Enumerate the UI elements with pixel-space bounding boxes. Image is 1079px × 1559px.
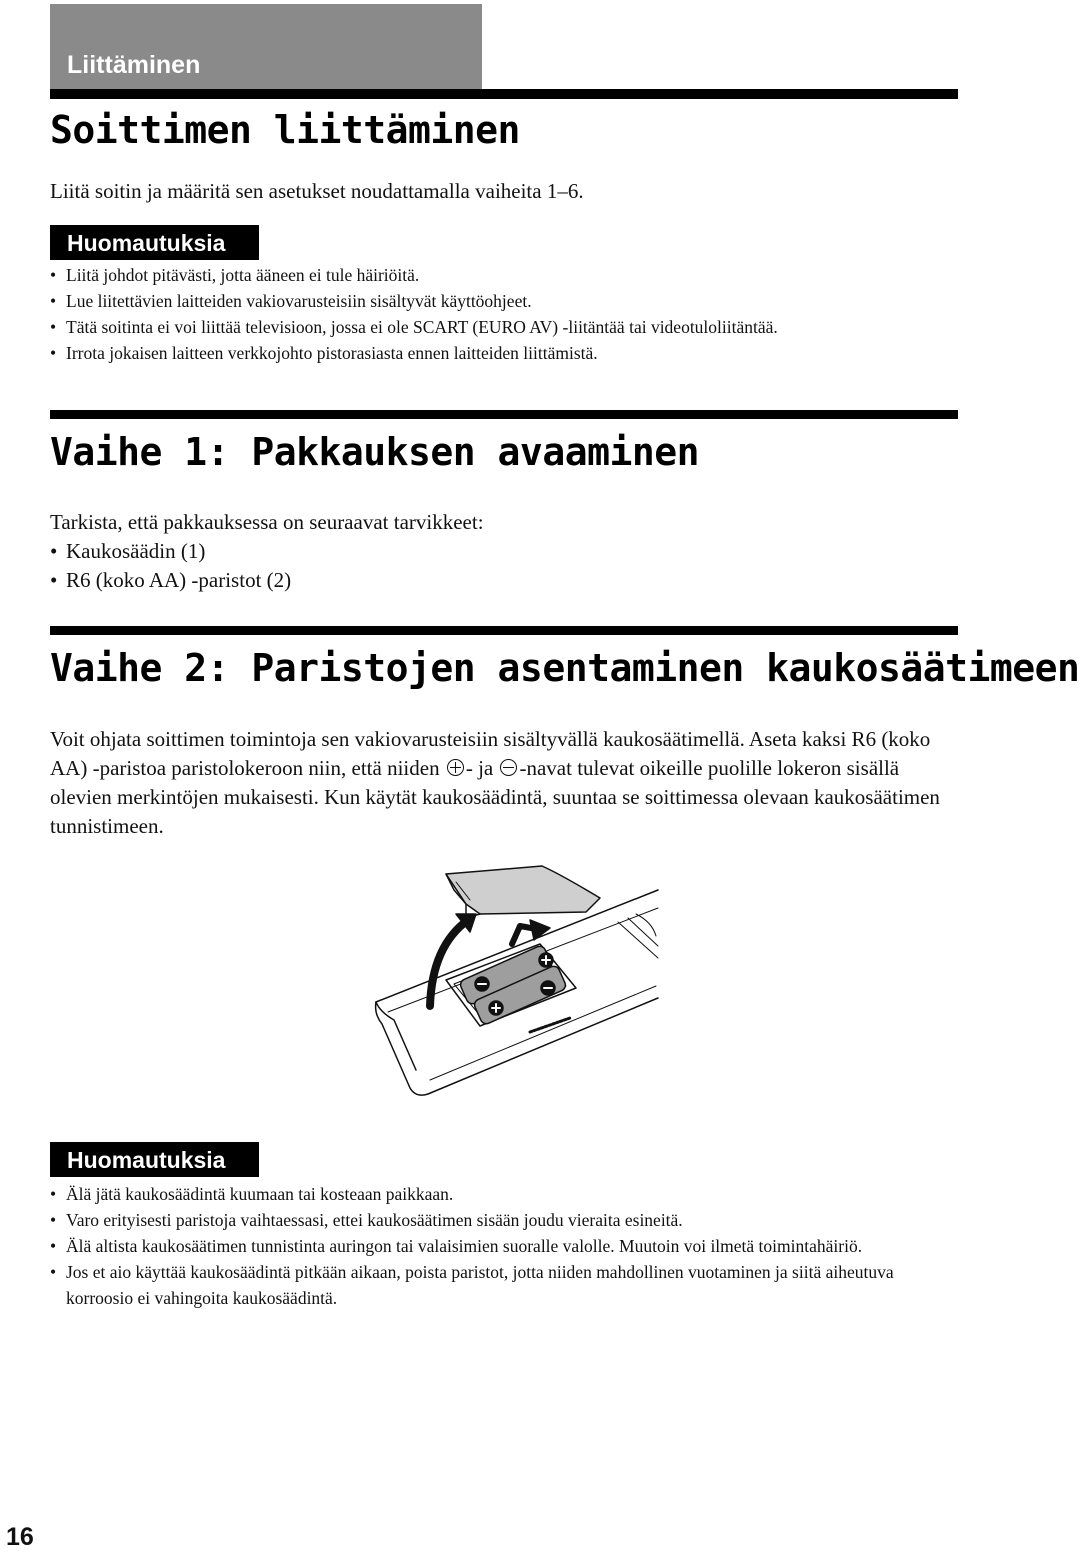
remote-battery-insertion-icon <box>370 862 662 1104</box>
notes-label: Huomautuksia <box>50 1142 259 1177</box>
step1-intro: Tarkista, että pakkauksessa on seuraavat tarvikkeet: <box>50 510 484 534</box>
notes-list <box>50 1181 955 1311</box>
page-number: 16 <box>6 1523 34 1551</box>
list-item: • Lue liitettävien laitteiden vakiovarusteisiin sisältyvät käyttöohjeet. <box>50 288 955 314</box>
intro-text: Liitä soitin ja määritä sen asetukset noudattamalla vaiheita 1–6. <box>50 179 584 203</box>
list-item: • Älä altista kaukosäätimen tunnistinta auringon tai valaisimien suoralle valolle. Muutoin voi ilmetä toimintahäiriö. <box>50 1233 955 1259</box>
step2-text-part: Voit ohjata soittimen toimintoja sen vakiovarusteisiin sisältyvällä kaukosäätimellä. Aseta kaksi R6 (koko AA) -paristoa paristolokeroon niin, että niiden <box>50 727 931 780</box>
section-rule <box>50 626 958 635</box>
notes-list <box>50 262 955 366</box>
list-item: • Varo erityisesti paristoja vaihtaessasi, ettei kaukosäätimen sisään joudu vieraita esineitä. <box>50 1207 955 1233</box>
list-item: • Älä jätä kaukosäädintä kuumaan tai kosteaan paikkaan. <box>50 1181 955 1207</box>
contents-list <box>50 537 291 595</box>
list-item: • R6 (koko AA) -paristot (2) <box>50 566 291 595</box>
page-title: Soittimen liittäminen <box>50 108 520 152</box>
step1-title: Vaihe 1: Pakkauksen avaaminen <box>50 430 699 474</box>
list-item: • Jos et aio käyttää kaukosäädintä pitkään aikaan, poista paristot, jotta niiden mahdollinen vuotaminen ja siitä aiheutuva korroosio ei vahingoita kaukosäädintä. <box>50 1259 955 1311</box>
header-rule <box>50 89 958 99</box>
list-item: • Liitä johdot pitävästi, jotta ääneen ei tule häiriöitä. <box>50 262 955 288</box>
section-label: Liittäminen <box>67 51 201 79</box>
list-item: • Kaukosäädin (1) <box>50 537 291 566</box>
list-item: • Irrota jokaisen laitteen verkkojohto pistorasiasta ennen laitteiden liittämistä. <box>50 340 955 366</box>
section-tab <box>50 4 482 90</box>
plus-terminal-icon <box>447 759 464 776</box>
step2-text-part: -navat tulevat oikeille puolille lokeron sisällä olevien merkintöjen mukaisesti. Kun käytät kaukosäädintä, suuntaa se soittimessa olevaan kaukosäätimen tunnistimeen. <box>50 756 940 838</box>
step2-title: Vaihe 2: Paristojen asentaminen kaukosäätimeen <box>50 646 1079 690</box>
step2-text <box>50 725 958 841</box>
minus-terminal-icon <box>500 759 517 776</box>
section-rule <box>50 410 958 419</box>
notes-label: Huomautuksia <box>50 225 259 260</box>
step2-text-part: - ja <box>465 756 499 780</box>
list-item: • Tätä soitinta ei voi liittää televisioon, jossa ei ole SCART (EURO AV) -liitäntää tai videotuloliitäntää. <box>50 314 955 340</box>
